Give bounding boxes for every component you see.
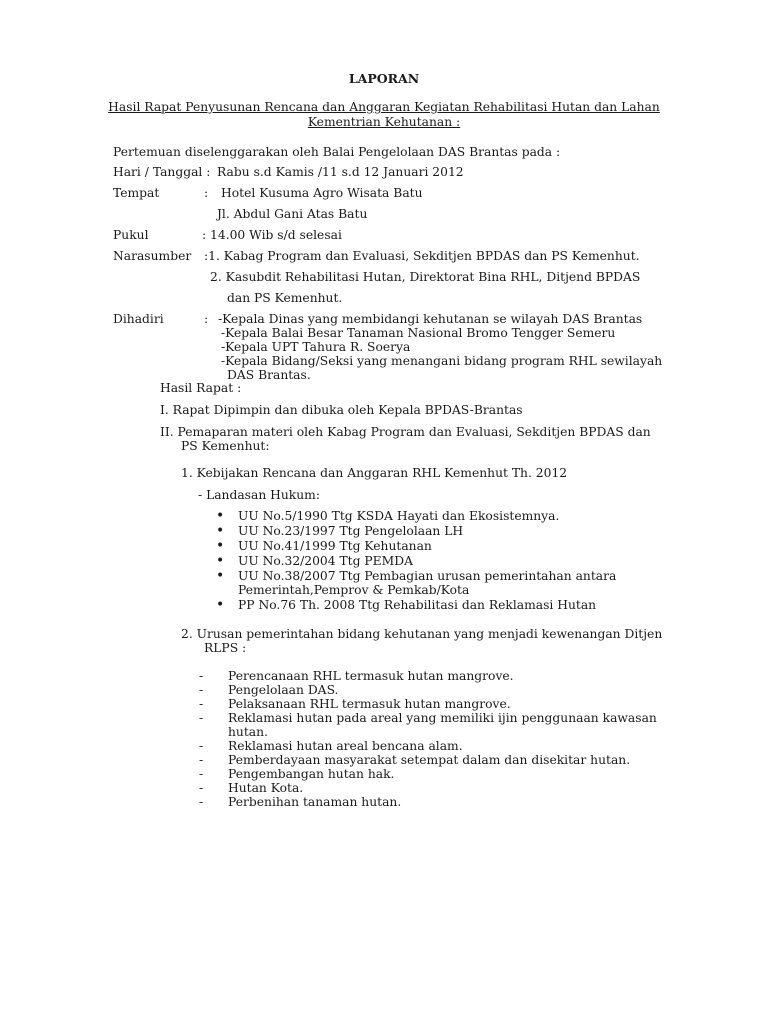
dihadiri-item-1: -Kepala Dinas yang membidangi kehutanan se wilayah DAS Brantas bbox=[218, 312, 643, 326]
tempat-value-1: Hotel Kusuma Agro Wisata Batu bbox=[221, 186, 423, 200]
point-ii-line-1: II. Pemaparan materi oleh Kabag Program dan Evaluasi, Sekditjen BPDAS dan bbox=[160, 425, 651, 439]
law-item: • PP No.76 Th. 2008 Ttg Rehabilitasi dan Reklamasi Hutan bbox=[238, 598, 596, 612]
list-item: Perencanaan RHL termasuk hutan mangrove. bbox=[228, 669, 514, 683]
dash-marker: - bbox=[199, 795, 204, 809]
law-item-continuation: Pemerintah,Pemprov & Pemkab/Kota bbox=[238, 583, 470, 597]
dash-marker: - bbox=[199, 683, 204, 697]
intro-text: Pertemuan diselenggarakan oleh Balai Pengelolaan DAS Brantas pada : bbox=[113, 145, 561, 159]
dihadiri-colon: : bbox=[204, 312, 209, 326]
dash-marker: - bbox=[199, 767, 204, 781]
tempat-label: Tempat bbox=[113, 186, 160, 200]
list-item: Pengembangan hutan hak. bbox=[228, 767, 395, 781]
dihadiri-item-3: -Kepala UPT Tahura R. Soerya bbox=[221, 340, 411, 354]
landasan-hukum: - Landasan Hukum: bbox=[198, 488, 320, 502]
hasil-rapat-heading: Hasil Rapat : bbox=[160, 381, 242, 395]
narasumber-item-2a: 2. Kasubdit Rehabilitasi Hutan, Direktorat Bina RHL, Ditjend BPDAS bbox=[210, 270, 641, 284]
dash-marker: - bbox=[199, 739, 204, 753]
hari-label: Hari / Tanggal : bbox=[113, 165, 211, 179]
law-item: • UU No.5/1990 Ttg KSDA Hayati dan Ekosistemnya. bbox=[238, 509, 559, 523]
subtitle-line-1: Hasil Rapat Penyusunan Rencana dan Anggaran Kegiatan Rehabilitasi Hutan dan Lahan bbox=[108, 100, 660, 114]
tempat-value-2: Jl. Abdul Gani Atas Batu bbox=[217, 207, 368, 221]
narasumber-item-1: :1. Kabag Program dan Evaluasi, Sekditjen BPDAS dan PS Kemenhut. bbox=[204, 249, 640, 263]
sub-point-2-line-1: 2. Urusan pemerintahan bidang kehutanan yang menjadi kewenangan Ditjen bbox=[181, 627, 663, 641]
point-i: I. Rapat Dipimpin dan dibuka oleh Kepala BPDAS-Brantas bbox=[160, 403, 523, 417]
point-ii-line-2: PS Kemenhut: bbox=[181, 439, 270, 453]
dihadiri-label: Dihadiri bbox=[113, 312, 164, 326]
dash-marker: - bbox=[199, 697, 204, 711]
law-item: • UU No.41/1999 Ttg Kehutanan bbox=[238, 539, 432, 553]
list-item: Pengelolaan DAS. bbox=[228, 683, 339, 697]
dash-marker: - bbox=[199, 753, 204, 767]
dash-marker: - bbox=[199, 711, 204, 725]
law-item: • UU No.38/2007 Ttg Pembagian urusan pemerintahan antara bbox=[238, 569, 616, 583]
document-title: LAPORAN bbox=[348, 71, 420, 86]
narasumber-label: Narasumber bbox=[113, 249, 192, 263]
dihadiri-item-2: -Kepala Balai Besar Tanaman Nasional Bromo Tengger Semeru bbox=[221, 326, 616, 340]
sub-point-1: 1. Kebijakan Rencana dan Anggaran RHL Kemenhut Th. 2012 bbox=[181, 466, 568, 480]
list-item: Reklamasi hutan pada areal yang memiliki ijin penggunaan kawasan bbox=[228, 711, 657, 725]
subtitle-line-2: Kementrian Kehutanan : bbox=[307, 115, 461, 129]
list-item: Perbenihan tanaman hutan. bbox=[228, 795, 402, 809]
list-item: Pemberdayaan masyarakat setempat dalam dan disekitar hutan. bbox=[228, 753, 631, 767]
list-item: Hutan Kota. bbox=[228, 781, 304, 795]
list-item: Reklamasi hutan areal bencana alam. bbox=[228, 739, 463, 753]
pukul-value: : 14.00 Wib s/d selesai bbox=[202, 228, 342, 242]
tempat-colon: : bbox=[204, 186, 209, 200]
law-item: • UU No.32/2004 Ttg PEMDA bbox=[238, 554, 413, 568]
dihadiri-item-4b: DAS Brantas. bbox=[227, 368, 311, 382]
narasumber-item-2b: dan PS Kemenhut. bbox=[227, 291, 343, 305]
list-item-continuation: hutan. bbox=[228, 725, 268, 739]
law-item: • UU No.23/1997 Ttg Pengelolaan LH bbox=[238, 524, 463, 538]
pukul-label: Pukul bbox=[113, 228, 149, 242]
dash-marker: - bbox=[199, 781, 204, 795]
hari-value: Rabu s.d Kamis /11 s.d 12 Januari 2012 bbox=[217, 165, 464, 179]
dash-marker: - bbox=[199, 669, 204, 683]
sub-point-2-line-2: RLPS : bbox=[204, 641, 247, 655]
dihadiri-item-4a: -Kepala Bidang/Seksi yang menangani bidang program RHL sewilayah bbox=[221, 354, 663, 368]
list-item: Pelaksanaan RHL termasuk hutan mangrove. bbox=[228, 697, 511, 711]
